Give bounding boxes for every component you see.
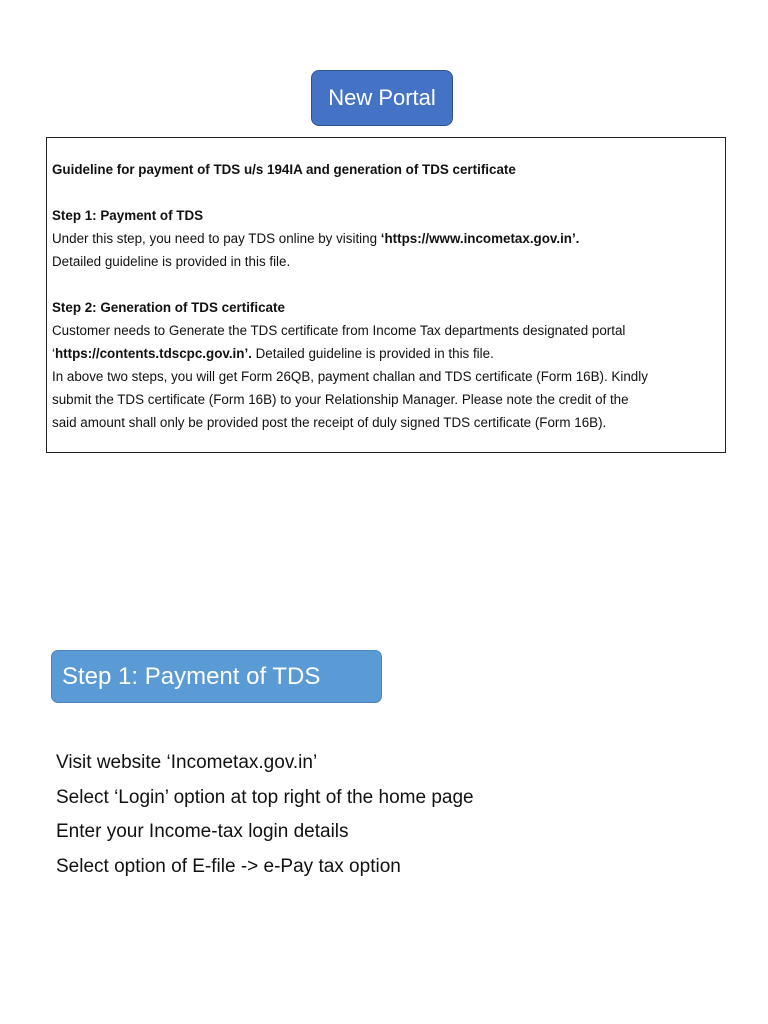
incometax-url: ‘https://www.incometax.gov.in’. [380,231,580,246]
tdscpc-url: https://contents.tdscpc.gov.in’. [54,346,252,361]
instruction-item: Select option of E-file -> e-Pay tax option [56,855,401,877]
step1-line1 [52,227,717,250]
step2-line3: In above two steps, you will get Form 26QB, payment challan and TDS certificate (Form 16B). Kindly [52,369,648,384]
step1-badge: Step 1: Payment of TDS [51,650,382,703]
instruction-list [56,746,474,884]
step2-line4: submit the TDS certificate (Form 16B) to your Relationship Manager. Please note the credit of the [52,392,629,407]
guideline-title: Guideline for payment of TDS u/s 194IA and generation of TDS certificate [52,162,516,177]
step1-line2: Detailed guideline is provided in this file. [52,254,291,269]
step2-heading: Step 2: Generation of TDS certificate [52,300,285,315]
step2-line2-text: Detailed guideline is provided in this file. [251,346,494,361]
step2-quote: ‘ [52,346,55,361]
step1-heading: Step 1: Payment of TDS [52,208,204,223]
new-portal-badge: New Portal [311,70,453,126]
spacer [52,273,717,296]
step2-line1: Customer needs to Generate the TDS certificate from Income Tax departments designated portal [52,323,626,338]
instruction-item: Visit website ‘Incometax.gov.in’ [56,752,318,773]
instruction-item: Select ‘Login’ option at top right of the home page [56,786,474,808]
instruction-item: Enter your Income-tax login details [56,821,349,842]
spacer [52,181,717,204]
guideline-box [46,137,726,453]
step1-line1-text: Under this step, you need to pay TDS online by visiting [52,231,381,246]
step2-line5: said amount shall only be provided post the receipt of duly signed TDS certificate (Form 16B). [52,415,607,430]
step2-line2 [52,342,717,365]
